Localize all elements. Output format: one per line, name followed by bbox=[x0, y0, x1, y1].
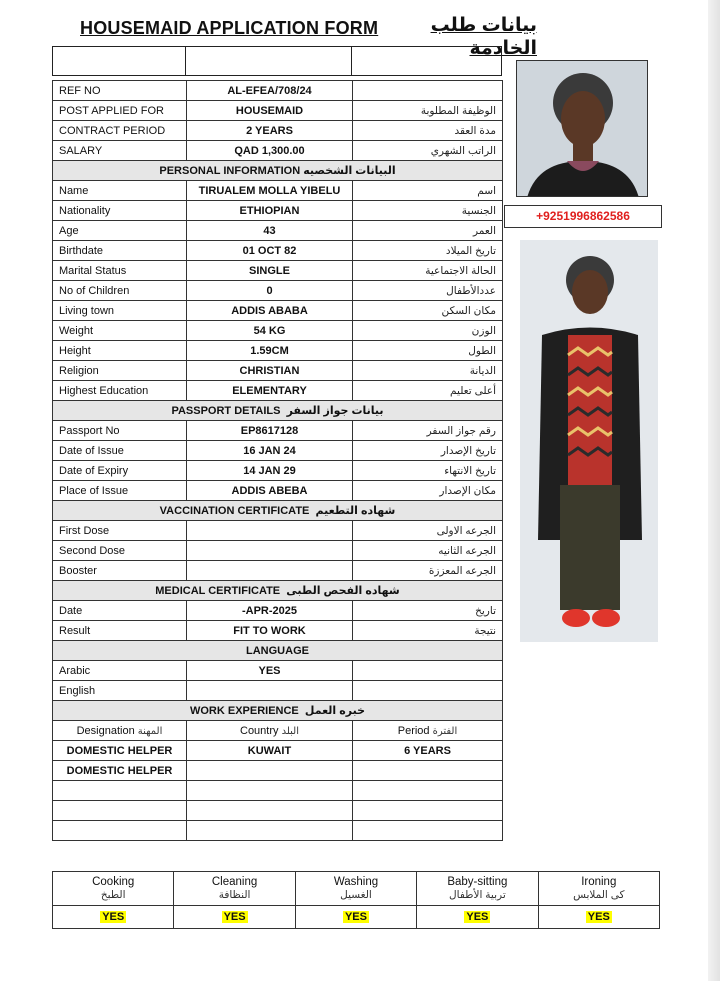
section-title: PERSONAL INFORMATION bbox=[159, 165, 301, 177]
skill-label: Washing bbox=[333, 875, 379, 888]
field-value: ELEMENTARY bbox=[187, 381, 353, 401]
phone-number: +9251996862586 bbox=[504, 205, 662, 228]
vaccination-row bbox=[53, 521, 503, 541]
field-value: QAD 1,300.00 bbox=[187, 141, 353, 161]
section-title-arabic: بيانات جواز السفر bbox=[286, 405, 384, 417]
experience-row bbox=[53, 801, 503, 821]
skill-label-arabic: كى الملابس bbox=[573, 888, 625, 901]
field-label: Religion bbox=[53, 361, 187, 381]
field-value: 43 bbox=[187, 221, 353, 241]
personal-row bbox=[53, 201, 503, 221]
field-value: 1.59CM bbox=[187, 341, 353, 361]
skill-label: Cooking bbox=[92, 875, 135, 888]
field-label: English bbox=[53, 681, 187, 701]
applicant-portrait-photo bbox=[516, 60, 648, 197]
field-label: Place of Issue bbox=[53, 481, 187, 501]
experience-column-header bbox=[353, 721, 503, 741]
field-label-arabic: رقم جواز السفر bbox=[353, 421, 503, 441]
personal-row bbox=[53, 241, 503, 261]
section-title-arabic: شهاده التطعيم bbox=[315, 505, 396, 517]
personal-row bbox=[53, 261, 503, 281]
experience-country bbox=[187, 761, 353, 781]
field-label: Highest Education bbox=[53, 381, 187, 401]
field-value: CHRISTIAN bbox=[187, 361, 353, 381]
skill-value-cell bbox=[295, 906, 416, 929]
experience-country bbox=[187, 781, 353, 801]
section-medical-certificate bbox=[53, 581, 503, 601]
medical-row bbox=[53, 621, 503, 641]
field-value: EP8617128 bbox=[187, 421, 353, 441]
field-value: 2 YEARS bbox=[187, 121, 353, 141]
experience-country: KUWAIT bbox=[187, 741, 353, 761]
skills-value-row bbox=[53, 906, 660, 929]
skill-header-cooking bbox=[53, 872, 174, 906]
field-value: FIT TO WORK bbox=[187, 621, 353, 641]
skill-value-cell bbox=[174, 906, 295, 929]
skill-label-arabic: تربية الأطفال bbox=[448, 888, 506, 901]
field-value bbox=[187, 681, 353, 701]
field-label-arabic: تاريخ الانتهاء bbox=[353, 461, 503, 481]
section-title-arabic: خبره العمل bbox=[304, 705, 366, 717]
personal-row bbox=[53, 301, 503, 321]
personal-row bbox=[53, 181, 503, 201]
position-row bbox=[53, 101, 503, 121]
field-label-arabic: عددالأطفال bbox=[353, 281, 503, 301]
column-label-arabic: المهنة bbox=[137, 725, 163, 737]
field-label: Date of Expiry bbox=[53, 461, 187, 481]
field-value: ADDIS ABEBA bbox=[187, 481, 353, 501]
section-title: MEDICAL CERTIFICATE bbox=[155, 585, 281, 597]
field-label: Booster bbox=[53, 561, 187, 581]
field-label-arabic: الراتب الشهري bbox=[353, 141, 503, 161]
experience-row bbox=[53, 821, 503, 841]
skill-label-arabic: النظافة bbox=[218, 888, 251, 901]
field-label: SALARY bbox=[53, 141, 187, 161]
experience-designation: DOMESTIC HELPER bbox=[53, 741, 187, 761]
form-title-arabic: بيانات طلب الخادمة bbox=[430, 15, 537, 59]
section-header bbox=[53, 501, 503, 521]
field-value bbox=[187, 541, 353, 561]
column-label: Country bbox=[240, 724, 279, 737]
field-value: HOUSEMAID bbox=[187, 101, 353, 121]
passport-row bbox=[53, 421, 503, 441]
field-value: 14 JAN 29 bbox=[187, 461, 353, 481]
field-label-arabic bbox=[353, 81, 503, 101]
skill-value-cell bbox=[538, 906, 659, 929]
experience-period bbox=[353, 781, 503, 801]
field-label-arabic: الجرعه الثانيه bbox=[353, 541, 503, 561]
contract-row bbox=[53, 121, 503, 141]
column-label-arabic: الفترة bbox=[432, 725, 458, 737]
personal-row bbox=[53, 281, 503, 301]
field-label: Date bbox=[53, 601, 187, 621]
field-label: Marital Status bbox=[53, 261, 187, 281]
skill-value: YES bbox=[102, 911, 125, 923]
field-label: Name bbox=[53, 181, 187, 201]
field-value: ETHIOPIAN bbox=[187, 201, 353, 221]
skill-value: YES bbox=[466, 911, 489, 923]
full-body-illustration bbox=[520, 240, 658, 642]
skill-header-ironing bbox=[538, 872, 659, 906]
section-header bbox=[53, 641, 503, 661]
skill-label-arabic: الغسيل bbox=[340, 888, 372, 901]
section-personal-information bbox=[53, 161, 503, 181]
experience-designation bbox=[53, 821, 187, 841]
field-label-arabic: العمر bbox=[353, 221, 503, 241]
section-vaccination-certificate bbox=[53, 501, 503, 521]
vaccination-row bbox=[53, 541, 503, 561]
field-label: CONTRACT PERIOD bbox=[53, 121, 187, 141]
experience-designation bbox=[53, 781, 187, 801]
field-label: REF NO bbox=[53, 81, 187, 101]
personal-row bbox=[53, 321, 503, 341]
skill-value: YES bbox=[587, 911, 610, 923]
section-passport-details bbox=[53, 401, 503, 421]
section-header bbox=[53, 581, 503, 601]
field-label-arabic: الجرعه المعززة bbox=[353, 561, 503, 581]
field-value bbox=[187, 561, 353, 581]
salary-row bbox=[53, 141, 503, 161]
section-title: VACCINATION CERTIFICATE bbox=[159, 505, 310, 517]
language-row bbox=[53, 681, 503, 701]
skill-label: Baby-sitting bbox=[447, 875, 508, 888]
applicant-full-body-photo bbox=[520, 240, 658, 642]
column-label-arabic: البلد bbox=[281, 725, 299, 737]
experience-row bbox=[53, 741, 503, 761]
field-label-arabic: الديانة bbox=[353, 361, 503, 381]
skill-label: Cleaning bbox=[211, 875, 258, 888]
field-value: 54 KG bbox=[187, 321, 353, 341]
section-work-experience bbox=[53, 701, 503, 721]
skill-value-cell bbox=[53, 906, 174, 929]
field-value bbox=[187, 521, 353, 541]
experience-row bbox=[53, 761, 503, 781]
field-label: Arabic bbox=[53, 661, 187, 681]
skill-header-baby-sitting bbox=[417, 872, 538, 906]
experience-period bbox=[353, 801, 503, 821]
experience-period bbox=[353, 821, 503, 841]
column-label: Designation bbox=[76, 724, 135, 737]
field-label: Height bbox=[53, 341, 187, 361]
section-title-arabic: البيانات الشخصيه bbox=[303, 165, 396, 177]
field-label-arabic: نتيجة bbox=[353, 621, 503, 641]
field-value: AL-EFEA/708/24 bbox=[187, 81, 353, 101]
field-label: POST APPLIED FOR bbox=[53, 101, 187, 121]
passport-row bbox=[53, 481, 503, 501]
field-label: Passport No bbox=[53, 421, 187, 441]
field-label: Date of Issue bbox=[53, 441, 187, 461]
field-label-arabic bbox=[353, 661, 503, 681]
field-label: First Dose bbox=[53, 521, 187, 541]
field-label-arabic: تاريخ bbox=[353, 601, 503, 621]
top-blank-boxes bbox=[52, 46, 502, 76]
medical-row bbox=[53, 601, 503, 621]
experience-column-header bbox=[53, 721, 187, 741]
blank-box bbox=[352, 47, 501, 75]
field-value: ADDIS ABABA bbox=[187, 301, 353, 321]
field-label: Living town bbox=[53, 301, 187, 321]
field-label: Weight bbox=[53, 321, 187, 341]
application-table bbox=[52, 80, 503, 841]
vaccination-row bbox=[53, 561, 503, 581]
skills-table bbox=[52, 871, 660, 929]
experience-country bbox=[187, 801, 353, 821]
field-label: Second Dose bbox=[53, 541, 187, 561]
section-title: LANGUAGE bbox=[246, 644, 309, 657]
blank-box bbox=[186, 47, 351, 75]
field-label-arabic: أعلى تعليم bbox=[353, 381, 503, 401]
field-label: Age bbox=[53, 221, 187, 241]
column-label: Period bbox=[397, 724, 430, 737]
skill-value-cell bbox=[417, 906, 538, 929]
field-value: YES bbox=[187, 661, 353, 681]
field-label: No of Children bbox=[53, 281, 187, 301]
field-label-arabic: الوزن bbox=[353, 321, 503, 341]
field-label-arabic: تاريخ الميلاد bbox=[353, 241, 503, 261]
field-label-arabic: مكان السكن bbox=[353, 301, 503, 321]
page-edge-shadow bbox=[708, 0, 720, 981]
field-label-arabic: الحالة الاجتماعية bbox=[353, 261, 503, 281]
experience-period: 6 YEARS bbox=[353, 741, 503, 761]
experience-column-header bbox=[187, 721, 353, 741]
section-title: PASSPORT DETAILS bbox=[171, 405, 281, 417]
field-value: -APR-2025 bbox=[187, 601, 353, 621]
experience-period bbox=[353, 761, 503, 781]
form-title: HOUSEMAID APPLICATION FORM bbox=[80, 18, 379, 38]
skill-header-washing bbox=[295, 872, 416, 906]
field-label-arabic: الجنسية bbox=[353, 201, 503, 221]
section-title-arabic: شهاده الفحص الطبى bbox=[286, 585, 400, 597]
field-value: TIRUALEM MOLLA YIBELU bbox=[187, 181, 353, 201]
experience-designation bbox=[53, 801, 187, 821]
passport-row bbox=[53, 461, 503, 481]
field-label: Result bbox=[53, 621, 187, 641]
section-header bbox=[53, 701, 503, 721]
field-label: Nationality bbox=[53, 201, 187, 221]
skill-value: YES bbox=[344, 911, 367, 923]
skill-header-cleaning bbox=[174, 872, 295, 906]
experience-row bbox=[53, 781, 503, 801]
personal-row bbox=[53, 221, 503, 241]
field-value: 01 OCT 82 bbox=[187, 241, 353, 261]
passport-row bbox=[53, 441, 503, 461]
ref-row bbox=[53, 81, 503, 101]
field-label: Birthdate bbox=[53, 241, 187, 261]
field-label-arabic bbox=[353, 681, 503, 701]
section-header bbox=[53, 161, 503, 181]
field-label-arabic: الجرعه الاولى bbox=[353, 521, 503, 541]
language-row bbox=[53, 661, 503, 681]
skill-value: YES bbox=[223, 911, 246, 923]
experience-designation: DOMESTIC HELPER bbox=[53, 761, 187, 781]
field-label-arabic: مدة العقد bbox=[353, 121, 503, 141]
section-title: WORK EXPERIENCE bbox=[189, 705, 299, 717]
experience-country bbox=[187, 821, 353, 841]
skill-label-arabic: الطبخ bbox=[100, 888, 126, 901]
personal-row bbox=[53, 341, 503, 361]
section-language bbox=[53, 641, 503, 661]
blank-box bbox=[53, 47, 186, 75]
skills-header-row bbox=[53, 872, 660, 906]
field-label-arabic: اسم bbox=[353, 181, 503, 201]
personal-row bbox=[53, 361, 503, 381]
field-value: 16 JAN 24 bbox=[187, 441, 353, 461]
field-value: 0 bbox=[187, 281, 353, 301]
field-label-arabic: مكان الإصدار bbox=[353, 481, 503, 501]
skill-label: Ironing bbox=[581, 875, 617, 888]
portrait-illustration bbox=[517, 61, 648, 197]
field-label-arabic: الطول bbox=[353, 341, 503, 361]
field-label-arabic: تاريخ الإصدار bbox=[353, 441, 503, 461]
experience-header-row bbox=[53, 721, 503, 741]
personal-row bbox=[53, 381, 503, 401]
section-header bbox=[53, 401, 503, 421]
field-label-arabic: الوظيفة المطلوبة bbox=[353, 101, 503, 121]
field-value: SINGLE bbox=[187, 261, 353, 281]
